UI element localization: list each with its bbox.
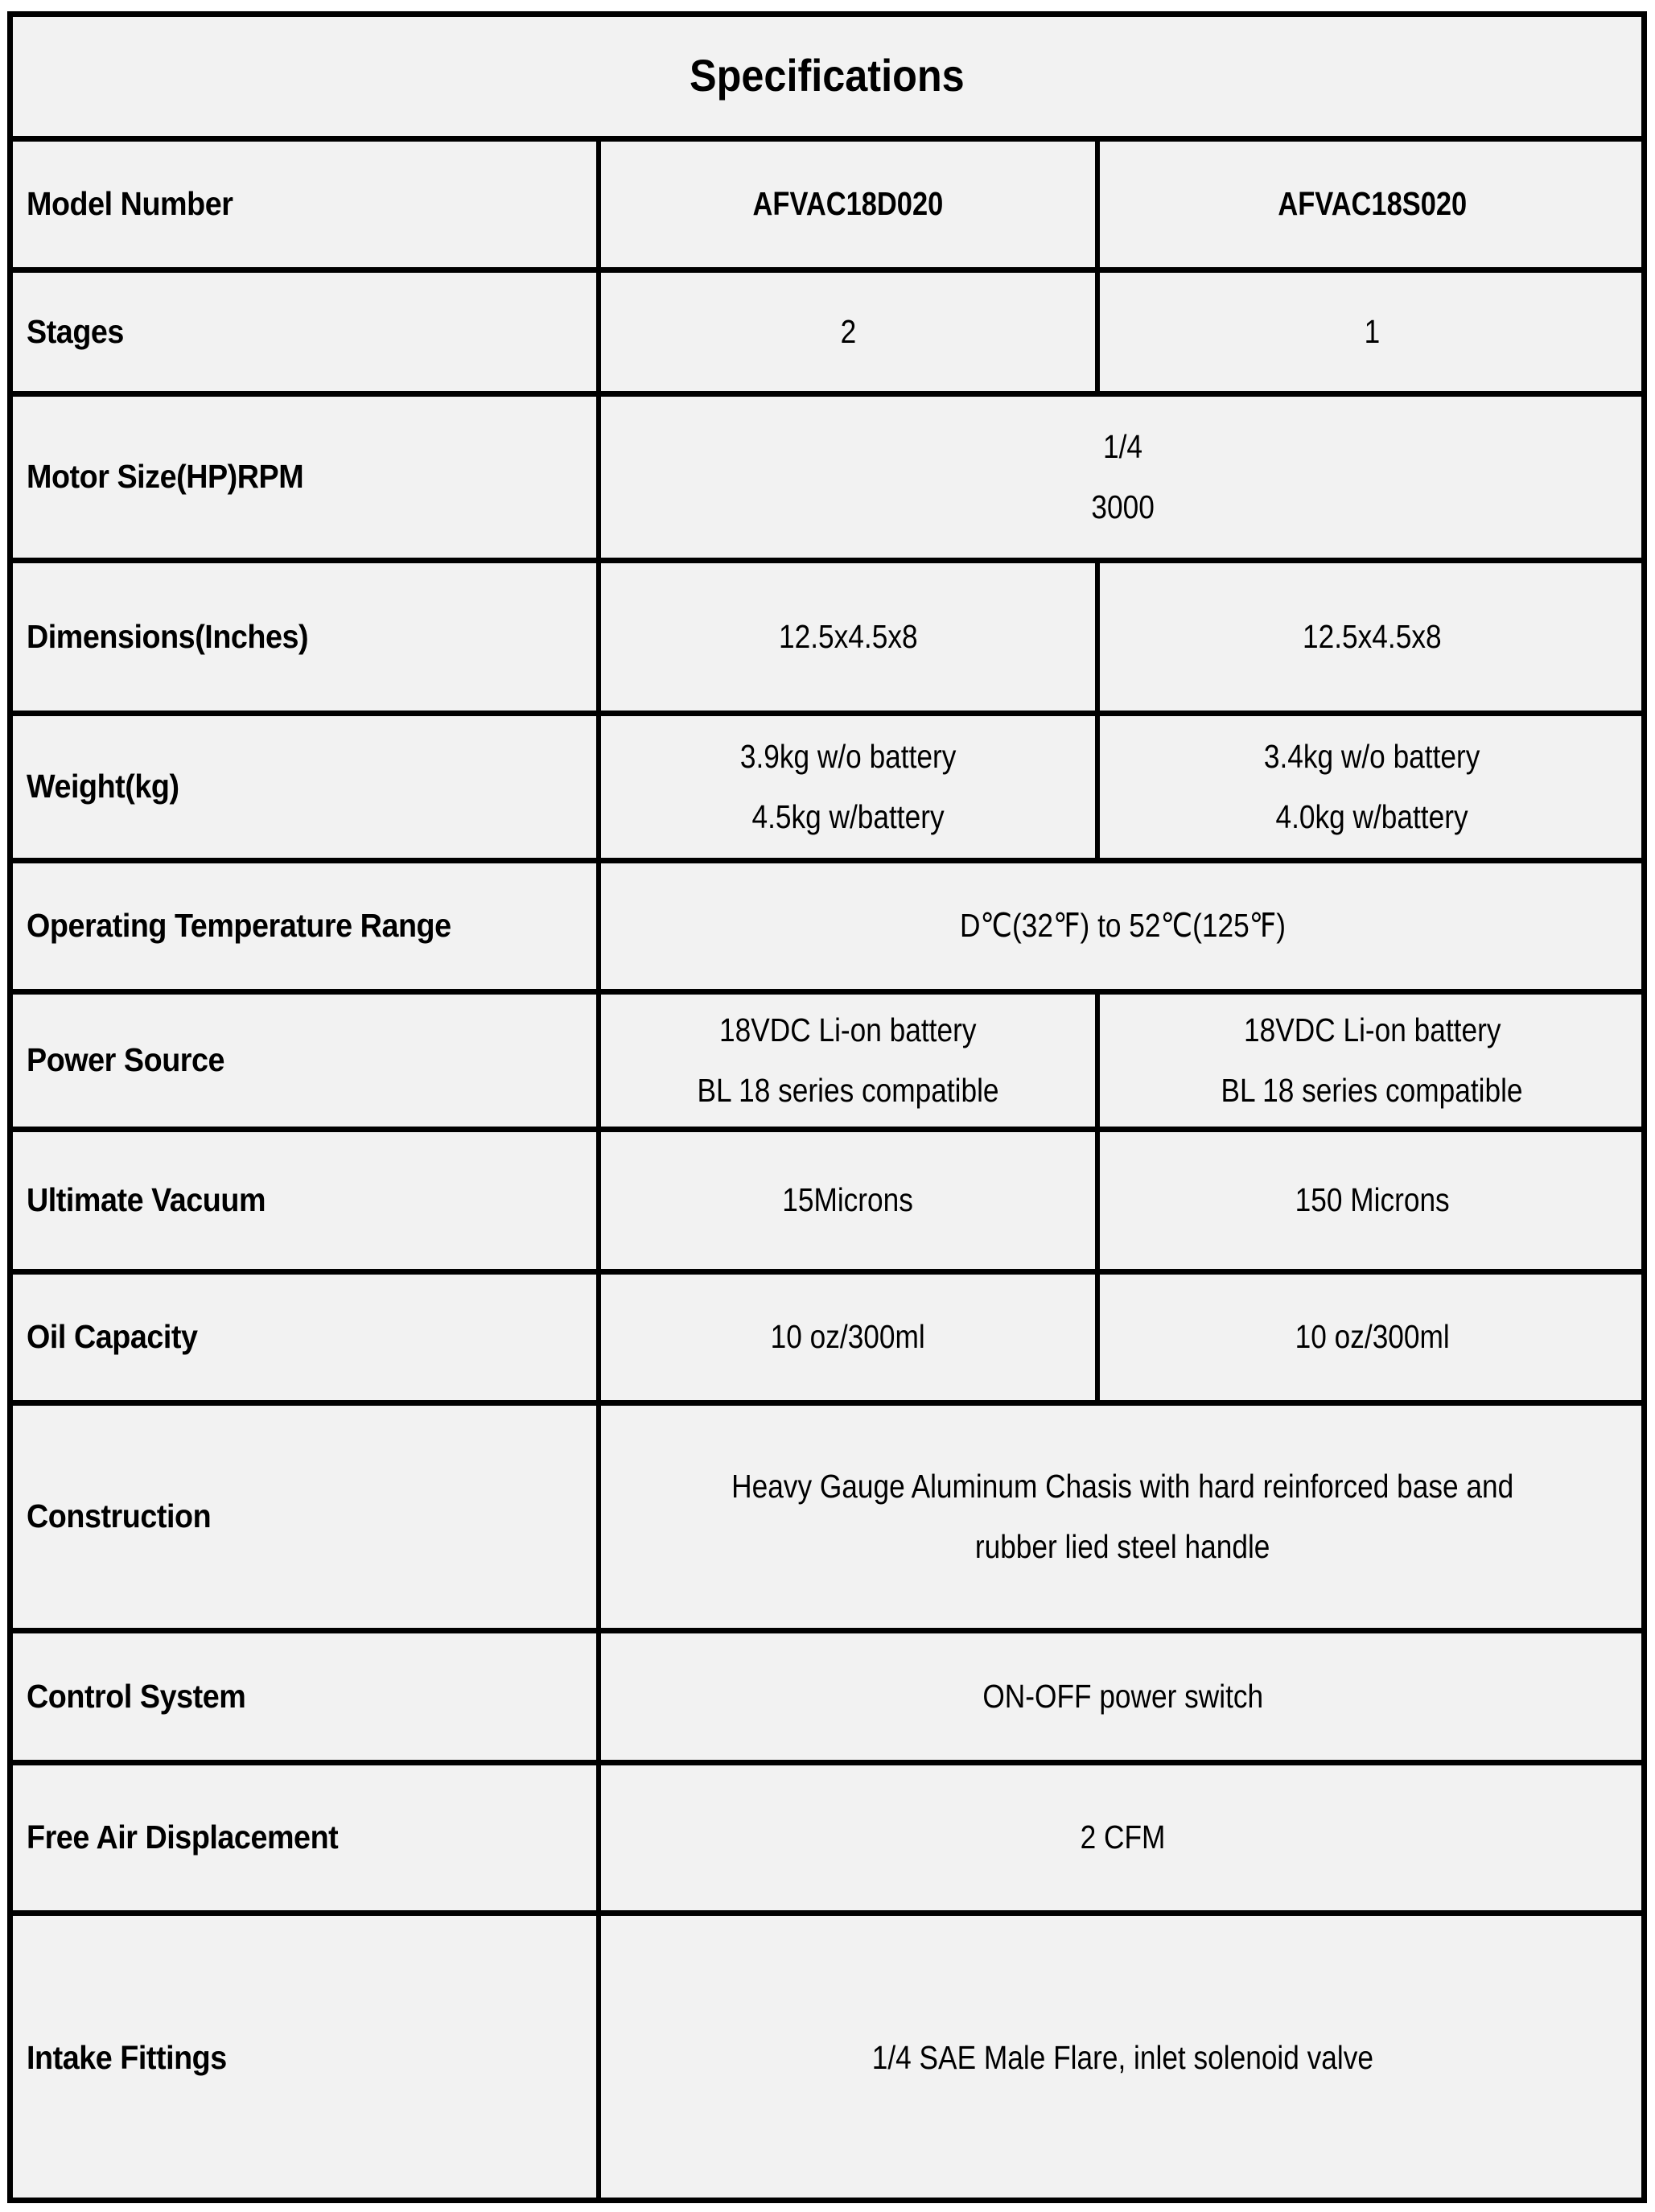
dimensions-col2: 12.5x4.5x8: [1303, 617, 1442, 655]
control-system-merged: ON-OFF power switch: [982, 1677, 1263, 1715]
row-label-construction: Construction: [27, 1497, 212, 1534]
row-divider: [7, 1400, 1647, 1406]
weight-col2: 3.4kg w/o battery 4.0kg w/battery: [1264, 737, 1480, 835]
stages-col2: 1: [1364, 312, 1381, 350]
border-left: [7, 11, 13, 2203]
weight-col1: 3.9kg w/o battery 4.5kg w/battery: [739, 737, 957, 835]
intake-fittings-merged: 1/4 SAE Male Flare, inlet solenoid valve: [871, 2039, 1374, 2076]
row-divider: [7, 1127, 1647, 1132]
motor-rpm: 3000: [1091, 488, 1155, 525]
row-label-motor-size: Motor Size(HP)RPM: [27, 458, 304, 495]
row-label-model-number: Model Number: [27, 185, 233, 222]
construction-merged: Heavy Gauge Aluminum Chasis with hard reinforced base and rubber lied steel handle: [731, 1467, 1514, 1565]
column-divider-label: [596, 136, 601, 2203]
specifications-table: [7, 11, 1647, 2203]
motor-hp: 1/4: [1102, 427, 1143, 465]
row-divider: [7, 1760, 1647, 1765]
row-label-operating-temperature: Operating Temperature Range: [27, 907, 451, 944]
power-source-col1: 18VDC Li-on battery BL 18 series compatible: [697, 1011, 999, 1109]
row-label-intake-fittings: Intake Fittings: [27, 2039, 227, 2076]
free-air-displacement-merged: 2 CFM: [1080, 1819, 1166, 1856]
oil-capacity-col1: 10 oz/300ml: [770, 1318, 926, 1355]
row-label-weight: Weight(kg): [27, 768, 179, 805]
motor-size-merged: [599, 393, 1647, 560]
dimensions-col1: 12.5x4.5x8: [778, 617, 918, 655]
row-divider: [7, 136, 1647, 142]
row-label-ultimate-vacuum: Ultimate Vacuum: [27, 1181, 266, 1218]
row-divider: [7, 391, 1647, 397]
column-divider-models: [1095, 136, 1100, 397]
column-divider-models: [1095, 558, 1100, 863]
power-source-col2: 18VDC Li-on battery BL 18 series compatible: [1221, 1011, 1523, 1109]
row-label-dimensions: Dimensions(Inches): [27, 617, 309, 655]
table-title: Specifications: [690, 49, 965, 101]
stages-col1: 2: [840, 312, 856, 350]
border-right: [1641, 11, 1647, 2203]
row-label-oil-capacity: Oil Capacity: [27, 1318, 198, 1355]
row-divider: [7, 711, 1647, 716]
table-title-cell: [7, 11, 1647, 138]
border-top: [7, 11, 1647, 17]
row-divider: [7, 858, 1647, 863]
row-divider: [7, 267, 1647, 273]
row-divider: [7, 1628, 1647, 1633]
row-divider: [7, 558, 1647, 563]
column-divider-models: [1095, 989, 1100, 1406]
operating-temperature-merged: D℃(32℉) to 52℃(125℉): [959, 907, 1287, 944]
row-label-stages: Stages: [27, 312, 124, 350]
row-label-control-system: Control System: [27, 1677, 246, 1715]
row-divider: [7, 989, 1647, 995]
model-number-col2: AFVAC18S020: [1278, 185, 1467, 222]
ultimate-vacuum-col2: 150 Microns: [1295, 1181, 1450, 1218]
model-number-col1: AFVAC18D020: [752, 185, 944, 222]
row-label-power-source: Power Source: [27, 1041, 225, 1078]
row-divider: [7, 1910, 1647, 1916]
border-bottom: [7, 2198, 1647, 2203]
ultimate-vacuum-col1: 15Microns: [782, 1181, 914, 1218]
row-divider: [7, 1269, 1647, 1275]
oil-capacity-col2: 10 oz/300ml: [1295, 1318, 1450, 1355]
row-label-free-air-displacement: Free Air Displacement: [27, 1819, 339, 1856]
